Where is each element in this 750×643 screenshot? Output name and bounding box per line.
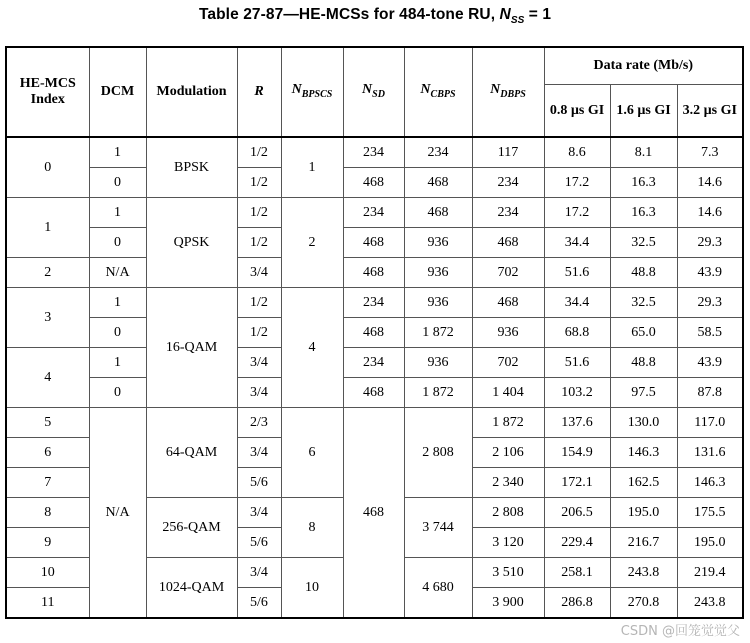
cell-gi16: 16.3 — [610, 168, 677, 198]
header-modulation: Modulation — [146, 47, 237, 137]
header-ndbps-n: N — [490, 81, 501, 97]
cell-gi32: 243.8 — [677, 588, 743, 619]
cell-nsd: 468 — [343, 318, 404, 348]
cell-nsd: 468 — [343, 168, 404, 198]
table-row — [6, 318, 743, 348]
cell-gi32: 7.3 — [677, 137, 743, 168]
table-row — [6, 378, 743, 408]
cell-ndbps: 3 510 — [472, 558, 544, 588]
cell-ncbps: 936 — [404, 348, 472, 378]
header-nsd — [343, 47, 404, 137]
cell-r: 1/2 — [237, 168, 281, 198]
cell-dcm: 0 — [89, 378, 146, 408]
cell-gi16: 162.5 — [610, 468, 677, 498]
cell-nsd: 234 — [343, 288, 404, 318]
cell-modulation: 1024-QAM — [146, 558, 237, 619]
cell-gi08: 68.8 — [544, 318, 610, 348]
cell-ndbps: 468 — [472, 228, 544, 258]
he-mcs-table — [5, 46, 744, 619]
cell-gi32: 43.9 — [677, 348, 743, 378]
cell-gi08: 258.1 — [544, 558, 610, 588]
cell-dcm: 0 — [89, 168, 146, 198]
table-row — [6, 228, 743, 258]
cell-r: 1/2 — [237, 137, 281, 168]
cell-gi08: 17.2 — [544, 168, 610, 198]
cell-gi32: 58.5 — [677, 318, 743, 348]
header-ncbps — [404, 47, 472, 137]
cell-ncbps: 3 744 — [404, 498, 472, 558]
cell-ndbps: 234 — [472, 198, 544, 228]
cell-modulation: 256-QAM — [146, 498, 237, 558]
cell-gi16: 270.8 — [610, 588, 677, 619]
cell-r: 5/6 — [237, 588, 281, 619]
cell-nsd: 234 — [343, 198, 404, 228]
cell-ndbps: 1 404 — [472, 378, 544, 408]
cell-r: 2/3 — [237, 408, 281, 438]
cell-gi16: 8.1 — [610, 137, 677, 168]
header-ncbps-sub: CBPS — [430, 88, 456, 100]
cell-ndbps: 702 — [472, 348, 544, 378]
header-nbpscs — [281, 47, 343, 137]
cell-r: 1/2 — [237, 318, 281, 348]
cell-r: 3/4 — [237, 378, 281, 408]
header-nbpscs-sub: BPSCS — [301, 88, 333, 100]
cell-gi32: 131.6 — [677, 438, 743, 468]
table-row — [6, 137, 743, 168]
cell-gi32: 146.3 — [677, 468, 743, 498]
cell-gi32: 14.6 — [677, 198, 743, 228]
cell-gi16: 216.7 — [610, 528, 677, 558]
header-ncbps-n: N — [420, 81, 431, 97]
cell-mcs: 3 — [6, 288, 89, 348]
cell-gi16: 48.8 — [610, 348, 677, 378]
cell-ndbps: 117 — [472, 137, 544, 168]
cell-mcs: 6 — [6, 438, 89, 468]
cell-r: 1/2 — [237, 228, 281, 258]
cell-gi08: 206.5 — [544, 498, 610, 528]
cell-gi16: 130.0 — [610, 408, 677, 438]
cell-gi08: 154.9 — [544, 438, 610, 468]
cell-gi32: 14.6 — [677, 168, 743, 198]
cell-gi32: 175.5 — [677, 498, 743, 528]
cell-r: 3/4 — [237, 438, 281, 468]
cell-gi08: 17.2 — [544, 198, 610, 228]
cell-ndbps: 234 — [472, 168, 544, 198]
cell-ndbps: 2 340 — [472, 468, 544, 498]
cell-gi32: 87.8 — [677, 378, 743, 408]
cell-dcm: 0 — [89, 228, 146, 258]
caption-suffix: = 1 — [524, 6, 552, 23]
table-row — [6, 198, 743, 228]
cell-nsd: 468 — [343, 378, 404, 408]
cell-mcs: 0 — [6, 137, 89, 198]
cell-gi32: 117.0 — [677, 408, 743, 438]
cell-mcs: 5 — [6, 408, 89, 438]
cell-dcm: N/A — [89, 258, 146, 288]
header-gi-32: 3.2 µs GI — [677, 85, 743, 138]
header-r-text: R — [254, 84, 264, 99]
caption-sub: SS — [510, 15, 525, 27]
cell-nbpscs: 4 — [281, 288, 343, 408]
cell-gi16: 32.5 — [610, 228, 677, 258]
cell-gi32: 195.0 — [677, 528, 743, 558]
header-gi-16: 1.6 µs GI — [610, 85, 677, 138]
cell-dcm: 1 — [89, 288, 146, 318]
cell-nbpscs: 8 — [281, 498, 343, 558]
cell-r: 1/2 — [237, 288, 281, 318]
cell-gi08: 51.6 — [544, 258, 610, 288]
cell-nsd: 468 — [343, 408, 404, 619]
cell-dcm: 1 — [89, 137, 146, 168]
header-r — [237, 47, 281, 137]
header-gi-08: 0.8 µs GI — [544, 85, 610, 138]
cell-gi16: 65.0 — [610, 318, 677, 348]
cell-gi08: 8.6 — [544, 137, 610, 168]
cell-mcs: 2 — [6, 258, 89, 288]
cell-mcs: 10 — [6, 558, 89, 588]
cell-ncbps: 468 — [404, 198, 472, 228]
cell-r: 5/6 — [237, 528, 281, 558]
cell-ncbps: 936 — [404, 288, 472, 318]
table-row — [6, 168, 743, 198]
cell-nbpscs: 1 — [281, 137, 343, 198]
cell-gi16: 195.0 — [610, 498, 677, 528]
cell-ndbps: 3 900 — [472, 588, 544, 619]
cell-dcm: 0 — [89, 318, 146, 348]
cell-r: 3/4 — [237, 498, 281, 528]
cell-gi08: 34.4 — [544, 288, 610, 318]
cell-dcm: 1 — [89, 348, 146, 378]
cell-dcm: N/A — [89, 408, 146, 619]
cell-gi08: 137.6 — [544, 408, 610, 438]
caption-prefix: Table 27-87—HE-MCSs for 484-tone RU, — [198, 6, 500, 23]
cell-modulation: 64-QAM — [146, 408, 237, 498]
cell-r: 5/6 — [237, 468, 281, 498]
cell-ncbps: 2 808 — [404, 408, 472, 498]
cell-ncbps: 1 872 — [404, 378, 472, 408]
cell-ndbps: 468 — [472, 288, 544, 318]
cell-gi08: 229.4 — [544, 528, 610, 558]
cell-ndbps: 3 120 — [472, 528, 544, 558]
cell-gi08: 286.8 — [544, 588, 610, 619]
cell-ncbps: 468 — [404, 168, 472, 198]
table-row — [6, 348, 743, 378]
cell-modulation: BPSK — [146, 137, 237, 198]
cell-gi08: 103.2 — [544, 378, 610, 408]
cell-gi32: 29.3 — [677, 288, 743, 318]
cell-ncbps: 4 680 — [404, 558, 472, 619]
header-ndbps — [472, 47, 544, 137]
cell-nsd: 234 — [343, 137, 404, 168]
cell-ndbps: 2 106 — [472, 438, 544, 468]
cell-gi16: 146.3 — [610, 438, 677, 468]
cell-gi32: 43.9 — [677, 258, 743, 288]
table-row — [6, 288, 743, 318]
header-nsd-n: N — [362, 81, 373, 97]
table-caption — [0, 6, 750, 26]
header-nbpscs-n: N — [291, 81, 302, 97]
cell-r: 3/4 — [237, 348, 281, 378]
cell-r: 3/4 — [237, 258, 281, 288]
cell-gi32: 29.3 — [677, 228, 743, 258]
cell-mcs: 7 — [6, 468, 89, 498]
cell-nbpscs: 2 — [281, 198, 343, 288]
cell-ndbps: 1 872 — [472, 408, 544, 438]
cell-nbpscs: 10 — [281, 558, 343, 619]
table-row — [6, 258, 743, 288]
cell-r: 3/4 — [237, 558, 281, 588]
cell-ndbps: 2 808 — [472, 498, 544, 528]
cell-ndbps: 936 — [472, 318, 544, 348]
header-ndbps-sub: DBPS — [500, 88, 526, 100]
header-data-rate: Data rate (Mb/s) — [544, 47, 743, 85]
cell-ncbps: 936 — [404, 228, 472, 258]
cell-gi08: 34.4 — [544, 228, 610, 258]
cell-mcs: 8 — [6, 498, 89, 528]
cell-ncbps: 234 — [404, 137, 472, 168]
cell-gi32: 219.4 — [677, 558, 743, 588]
cell-modulation: QPSK — [146, 198, 237, 288]
cell-nbpscs: 6 — [281, 408, 343, 498]
cell-gi16: 243.8 — [610, 558, 677, 588]
cell-r: 1/2 — [237, 198, 281, 228]
cell-ncbps: 936 — [404, 258, 472, 288]
cell-nsd: 234 — [343, 348, 404, 378]
cell-ncbps: 1 872 — [404, 318, 472, 348]
cell-mcs: 1 — [6, 198, 89, 258]
cell-modulation: 16-QAM — [146, 288, 237, 408]
caption-n: N — [499, 6, 511, 23]
cell-gi08: 172.1 — [544, 468, 610, 498]
cell-mcs: 9 — [6, 528, 89, 558]
cell-nsd: 468 — [343, 228, 404, 258]
watermark: CSDN @回笼觉觉父 — [620, 624, 740, 639]
header-nsd-sub: SD — [372, 88, 385, 100]
cell-nsd: 468 — [343, 258, 404, 288]
cell-gi16: 16.3 — [610, 198, 677, 228]
table-row — [6, 408, 743, 438]
cell-dcm: 1 — [89, 198, 146, 228]
header-dcm: DCM — [89, 47, 146, 137]
cell-mcs: 11 — [6, 588, 89, 619]
cell-gi16: 48.8 — [610, 258, 677, 288]
cell-gi08: 51.6 — [544, 348, 610, 378]
cell-mcs: 4 — [6, 348, 89, 408]
cell-gi16: 97.5 — [610, 378, 677, 408]
cell-gi16: 32.5 — [610, 288, 677, 318]
header-mcs: HE-MCS Index — [6, 47, 89, 137]
cell-ndbps: 702 — [472, 258, 544, 288]
